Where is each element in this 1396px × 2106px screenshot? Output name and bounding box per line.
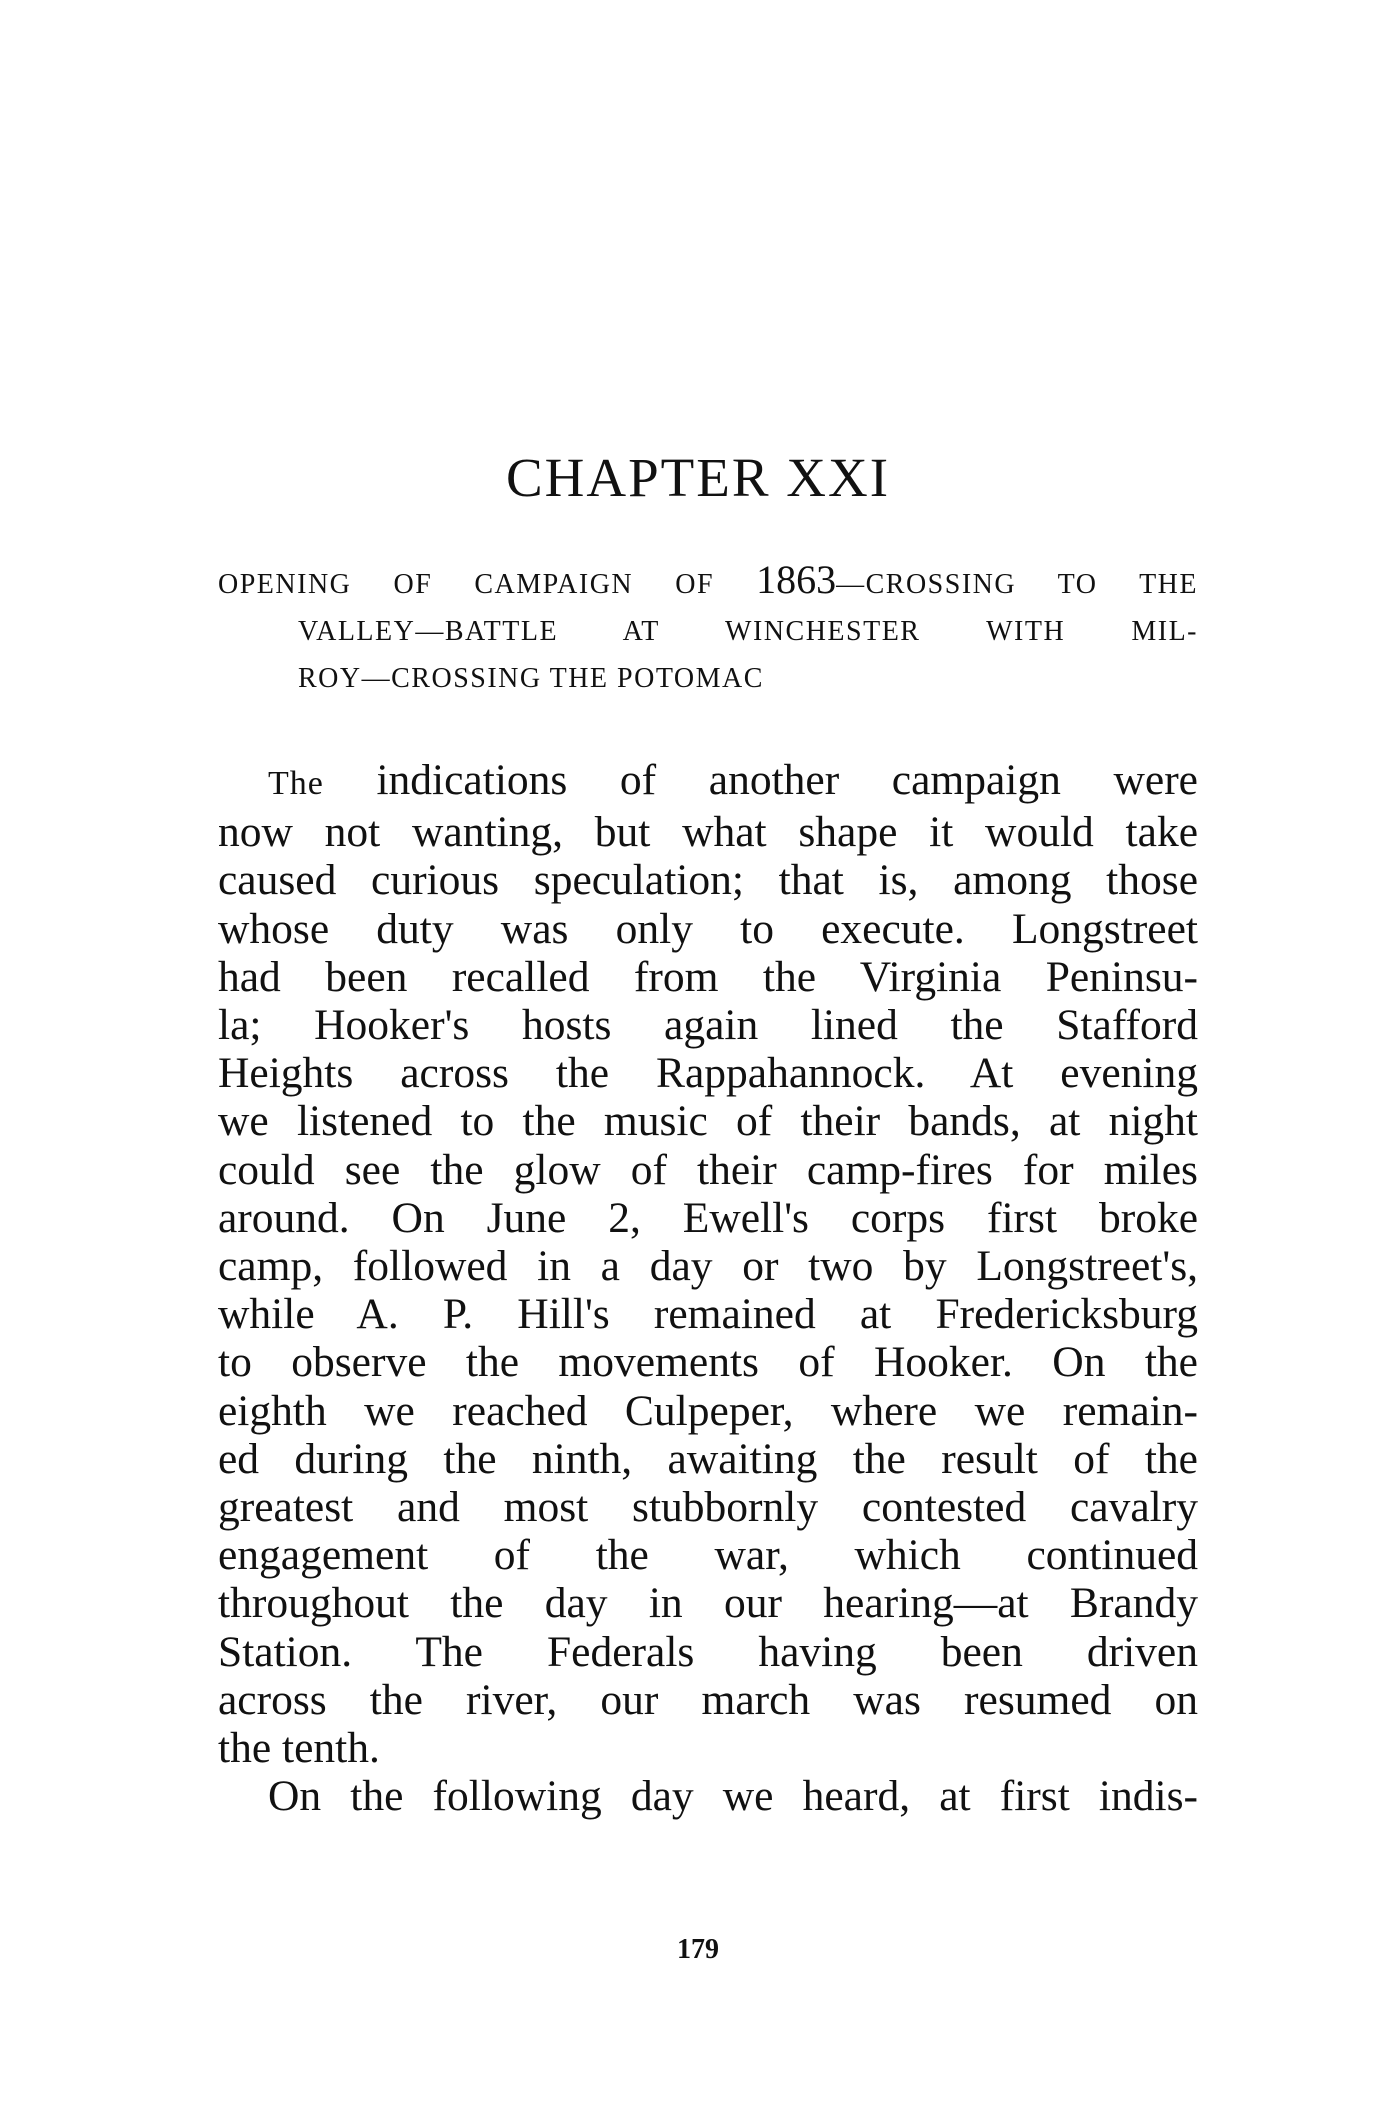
first-line-rest: indications of another campaign were [323,756,1198,804]
summary-line-2: VALLEY—BATTLE AT WINCHESTER WITH MIL- [298,616,1198,647]
body-line: across the river, our march was resumed on [218,1675,1198,1724]
body-line: caused curious speculation; that is, among those [218,856,1198,905]
body-line: la; Hooker's hosts again lined the Stafford [218,1001,1198,1050]
summary-line-1-end: —CROSSING TO THE [836,569,1199,600]
body-line: we listened to the music of their bands, at night [218,1097,1198,1146]
page-number: 179 [677,1934,719,1965]
body-line: greatest and most stubbornly contested cavalry [218,1483,1198,1532]
body-line: throughout the day in our hearing—at Brandy [218,1579,1198,1628]
body-line: while A. P. Hill's remained at Fredericksburg [218,1290,1198,1339]
body-line: to observe the movements of Hooker. On the [218,1338,1198,1387]
body-line: could see the glow of their camp-fires for miles [218,1145,1198,1194]
next-paragraph-line: On the following day we heard, at first indis- [268,1772,1198,1821]
body-line: Heights across the Rappahannock. At evening [218,1049,1198,1098]
chapter-body [218,756,1198,1820]
chapter-summary [218,556,1198,702]
body-line: ed during the ninth, awaiting the result of the [218,1434,1198,1483]
summary-line-1 [218,556,1198,608]
paragraph-first-line [218,756,1198,808]
body-line: eighth we reached Culpeper, where we remain- [218,1386,1198,1435]
body-line: now not wanting, but what shape it would take [218,808,1198,857]
chapter-title: CHAPTER XXI [505,447,891,508]
body-line: whose duty was only to execute. Longstreet [218,904,1198,953]
body-line: Station. The Federals having been driven [218,1627,1198,1676]
body-line-paragraph-end: the tenth. [218,1724,380,1773]
body-line: had been recalled from the Virginia Peninsu- [218,952,1198,1001]
summary-year: 1863 [756,557,837,602]
body-line: engagement of the war, which continued [218,1531,1198,1580]
summary-line-1-start: OPENING OF CAMPAIGN OF [218,569,757,600]
lead-word: The [268,765,324,802]
body-line: camp, followed in a day or two by Longstreet's, [218,1242,1198,1291]
body-line: around. On June 2, Ewell's corps first broke [218,1193,1198,1242]
summary-line-3: ROY—CROSSING THE POTOMAC [298,663,764,694]
